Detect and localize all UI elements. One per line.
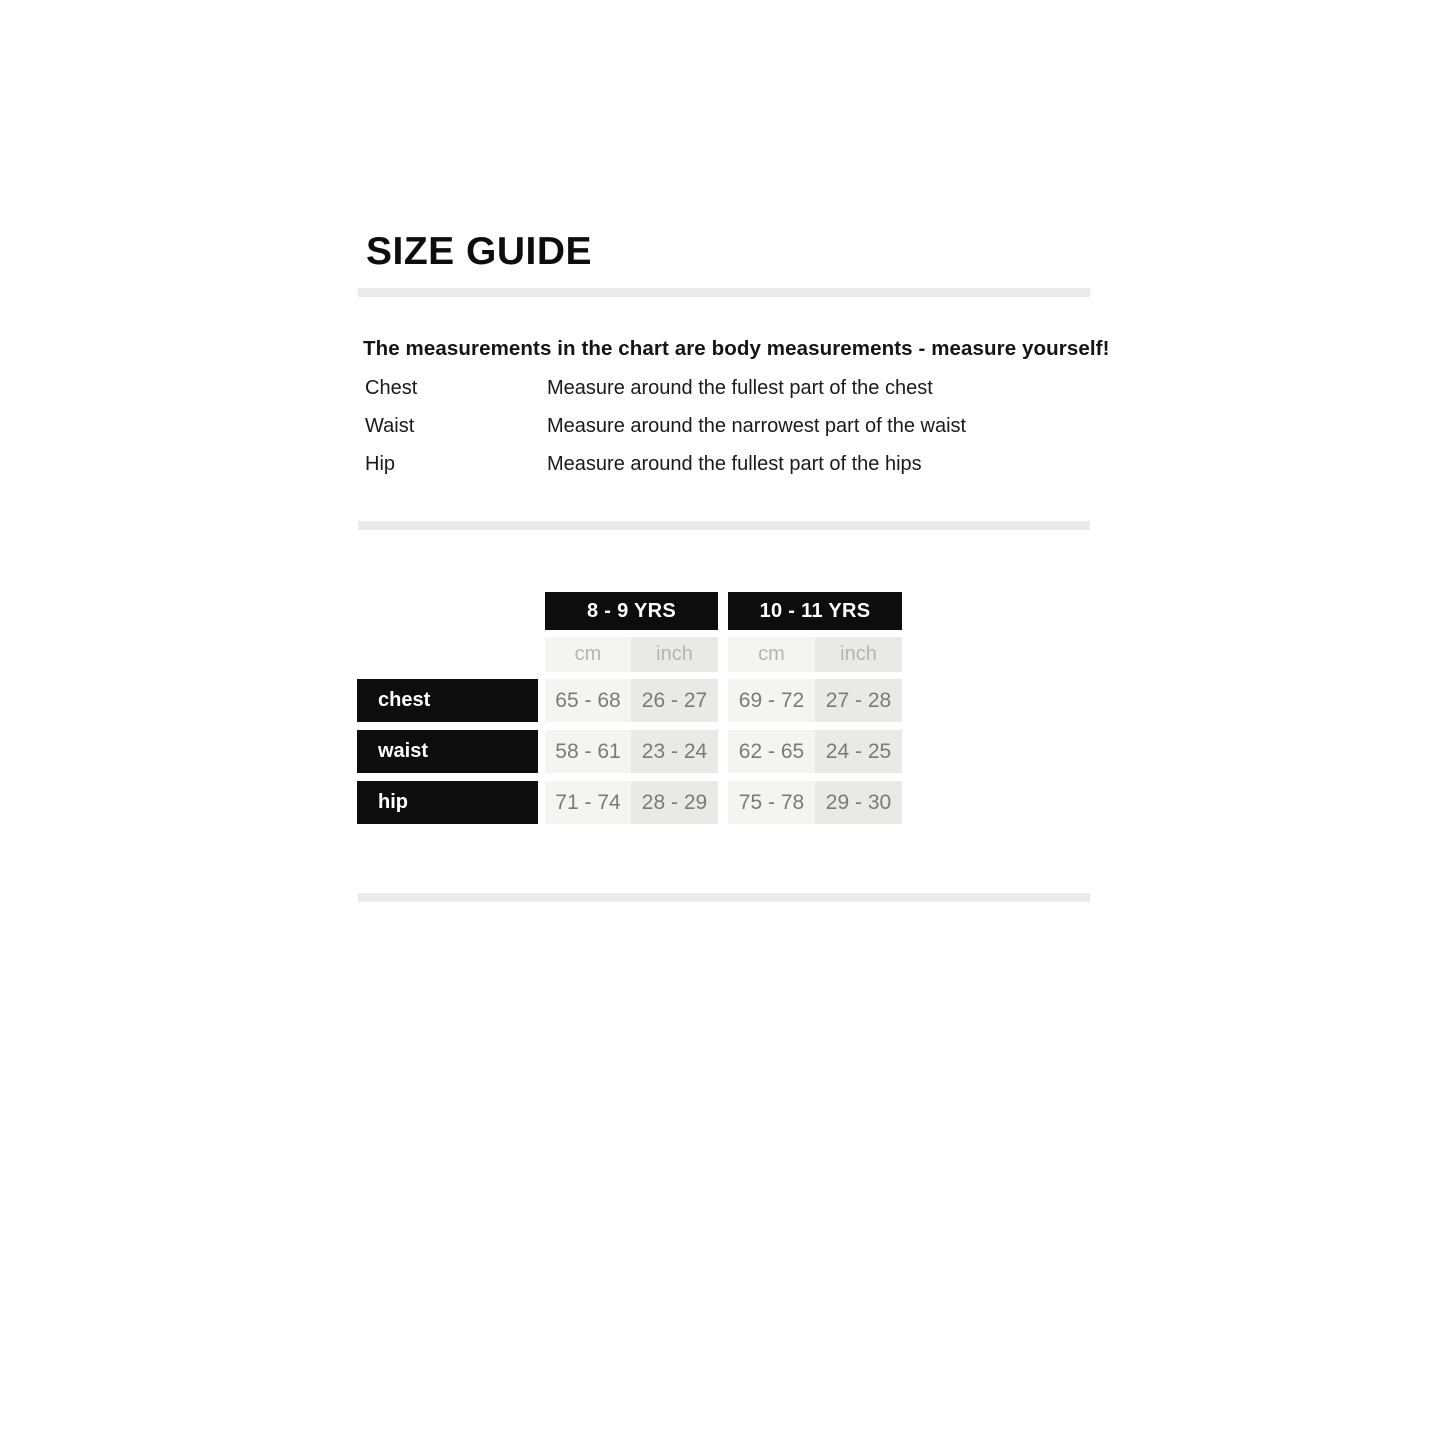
page-title: SIZE GUIDE — [366, 230, 593, 273]
unit-header-inch-1: inch — [631, 637, 718, 672]
waist-inch-10-11: 24 - 25 — [815, 730, 902, 773]
instruction-row-chest — [365, 377, 966, 415]
chest-cm-10-11: 69 - 72 — [728, 679, 815, 722]
hip-cm-8-9: 71 - 74 — [545, 781, 631, 824]
hip-inch-10-11: 29 - 30 — [815, 781, 902, 824]
waist-inch-8-9: 23 - 24 — [631, 730, 718, 773]
row-label-waist: waist — [357, 730, 538, 773]
hip-inch-8-9: 28 - 29 — [631, 781, 718, 824]
instruction-description-hip: Measure around the fullest part of the hips — [547, 453, 922, 475]
waist-cm-10-11: 62 - 65 — [728, 730, 815, 773]
measurement-instructions — [365, 377, 966, 491]
size-chart-table — [357, 592, 902, 832]
unit-header-cm-2: cm — [728, 637, 815, 672]
instruction-description-waist: Measure around the narrowest part of the waist — [547, 415, 967, 437]
hip-cm-10-11: 75 - 78 — [728, 781, 815, 824]
age-group-header-8-9: 8 - 9 YRS — [545, 592, 718, 630]
instruction-label-chest: Chest — [365, 377, 418, 399]
row-label-hip: hip — [357, 781, 538, 824]
unit-header-cm-1: cm — [545, 637, 631, 672]
unit-header-inch-2: inch — [815, 637, 902, 672]
chest-cm-8-9: 65 - 68 — [545, 679, 631, 722]
age-group-header-10-11: 10 - 11 YRS — [728, 592, 902, 630]
intro-heading: The measurements in the chart are body measurements - measure yourself! — [363, 337, 1110, 360]
section-divider-middle — [358, 521, 1090, 530]
section-divider-top — [358, 288, 1090, 297]
age-group-header-row — [545, 592, 902, 630]
instruction-label-waist: Waist — [365, 415, 415, 437]
section-divider-bottom — [358, 893, 1090, 902]
table-row-chest — [357, 679, 902, 722]
instruction-label-hip: Hip — [365, 453, 396, 475]
instruction-row-waist — [365, 415, 966, 453]
waist-cm-8-9: 58 - 61 — [545, 730, 631, 773]
chest-inch-8-9: 26 - 27 — [631, 679, 718, 722]
table-row-hip — [357, 781, 902, 824]
instruction-description-chest: Measure around the fullest part of the chest — [547, 377, 933, 399]
table-row-waist — [357, 730, 902, 773]
chest-inch-10-11: 27 - 28 — [815, 679, 902, 722]
row-label-chest: chest — [357, 679, 538, 722]
unit-header-row — [545, 637, 902, 672]
instruction-row-hip — [365, 453, 966, 491]
